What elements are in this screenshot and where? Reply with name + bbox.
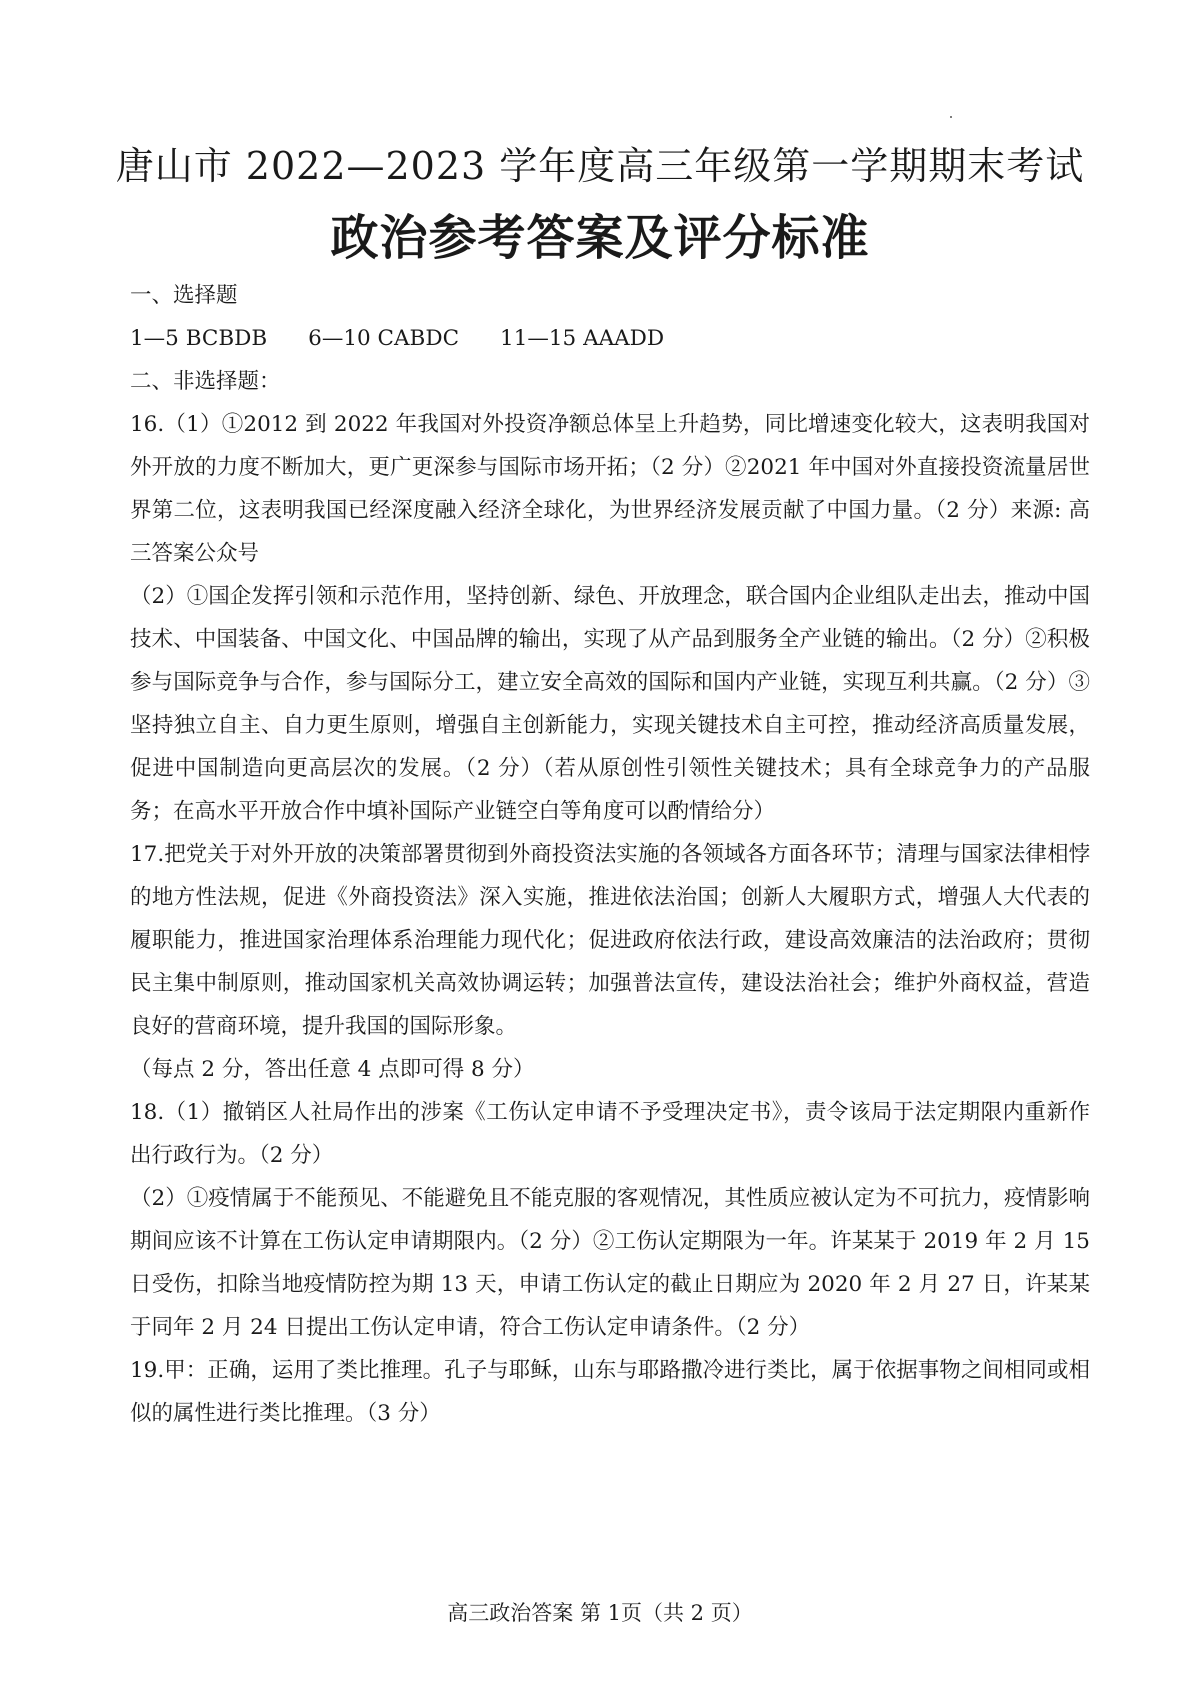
answer-body (130, 274, 1090, 1435)
page-footer: 高三政治答案 第 1页（共 2 页） (447, 1601, 753, 1625)
choice-answers: 1—5 BCBDB 6—10 CABDC 11—15 AAADD (130, 326, 665, 351)
question-17: 17.把党关于对外开放的决策部署贯彻到外商投资法实施的各领域各方面各环节；清理与国家法律相悖的地方性法规，促进《外商投资法》深入实施，推进依法治国；创新人大履职方式，增强人大代表的履职能力，推进国家治理体系治理能力现代化；促进政府依法行政，建设高效廉洁的法治政府；贯彻民主集中制原则，推动国家机关高效协调运转；加强普法宣传，建设法治社会；维护外商权益，营造良好的营商环境，提升我国的国际形象。 (130, 842, 1090, 1039)
question-19: 19.甲：正确，运用了类比推理。孔子与耶稣，山东与耶路撒冷进行类比，属于依据事物之间相同或相似的属性进行类比推理。（3 分） (130, 1358, 1090, 1426)
question-16-part-1: 16.（1）①2012 到 2022 年我国对外投资净额总体呈上升趋势，同比增速变化较大，这表明我国对外开放的力度不断加大，更广更深参与国际市场开拓；（2 分）②2021 年中国对外直接投资流量居世界第二位，这表明我国已经深度融入经济全球化，为世界经济发展贡献了中国力量。（2 分）来源: 高三答案公众号 (130, 412, 1090, 566)
question-18-part-2: （2）①疫情属于不能预见、不能避免且不能克服的客观情况，其性质应被认定为不可抗力，疫情影响期间应该不计算在工伤认定申请期限内。（2 分）②工伤认定期限为一年。许某某于 2019 年 2 月 15 日受伤，扣除当地疫情防控为期 13 天，申请工伤认定的截止日期应为 2020 年 2 月 27 日，许某某于同年 2 月 24 日提出工伤认定申请，符合工伤认定申请条件。（2 分） (130, 1186, 1090, 1340)
section-nonchoice-heading: 二、非选择题： (130, 369, 281, 394)
exam-title: 唐山市 2022—2023 学年度高三年级第一学期期末考试 (115, 144, 1085, 188)
scan-speck (950, 116, 952, 118)
question-18-part-1: 18.（1）撤销区人社局作出的涉案《工伤认定申请不予受理决定书》，责令该局于法定期限内重新作出行政行为。（2 分） (130, 1100, 1090, 1168)
question-16-part-2: （2）①国企发挥引领和示范作用，坚持创新、绿色、开放理念，联合国内企业组队走出去，推动中国技术、中国装备、中国文化、中国品牌的输出，实现了从产品到服务全产业链的输出。（2 分）②积极参与国际竞争与合作，参与国际分工，建立安全高效的国际和国内产业链，实现互利共赢。（2 分）③坚持独立自主、自力更生原则，增强自主创新能力，实现关键技术自主可控，推动经济高质量发展，促进中国制造向更高层次的发展。（2 分）（若从原创性引领性关键技术；具有全球竞争力的产品服务；在高水平开放合作中填补国际产业链空白等角度可以酌情给分） (130, 584, 1090, 824)
question-17-scoring: （每点 2 分，答出任意 4 点即可得 8 分） (130, 1057, 535, 1082)
section-choice-heading: 一、选择题 (130, 283, 238, 308)
document-subtitle: 政治参考答案及评分标准 (330, 210, 870, 266)
